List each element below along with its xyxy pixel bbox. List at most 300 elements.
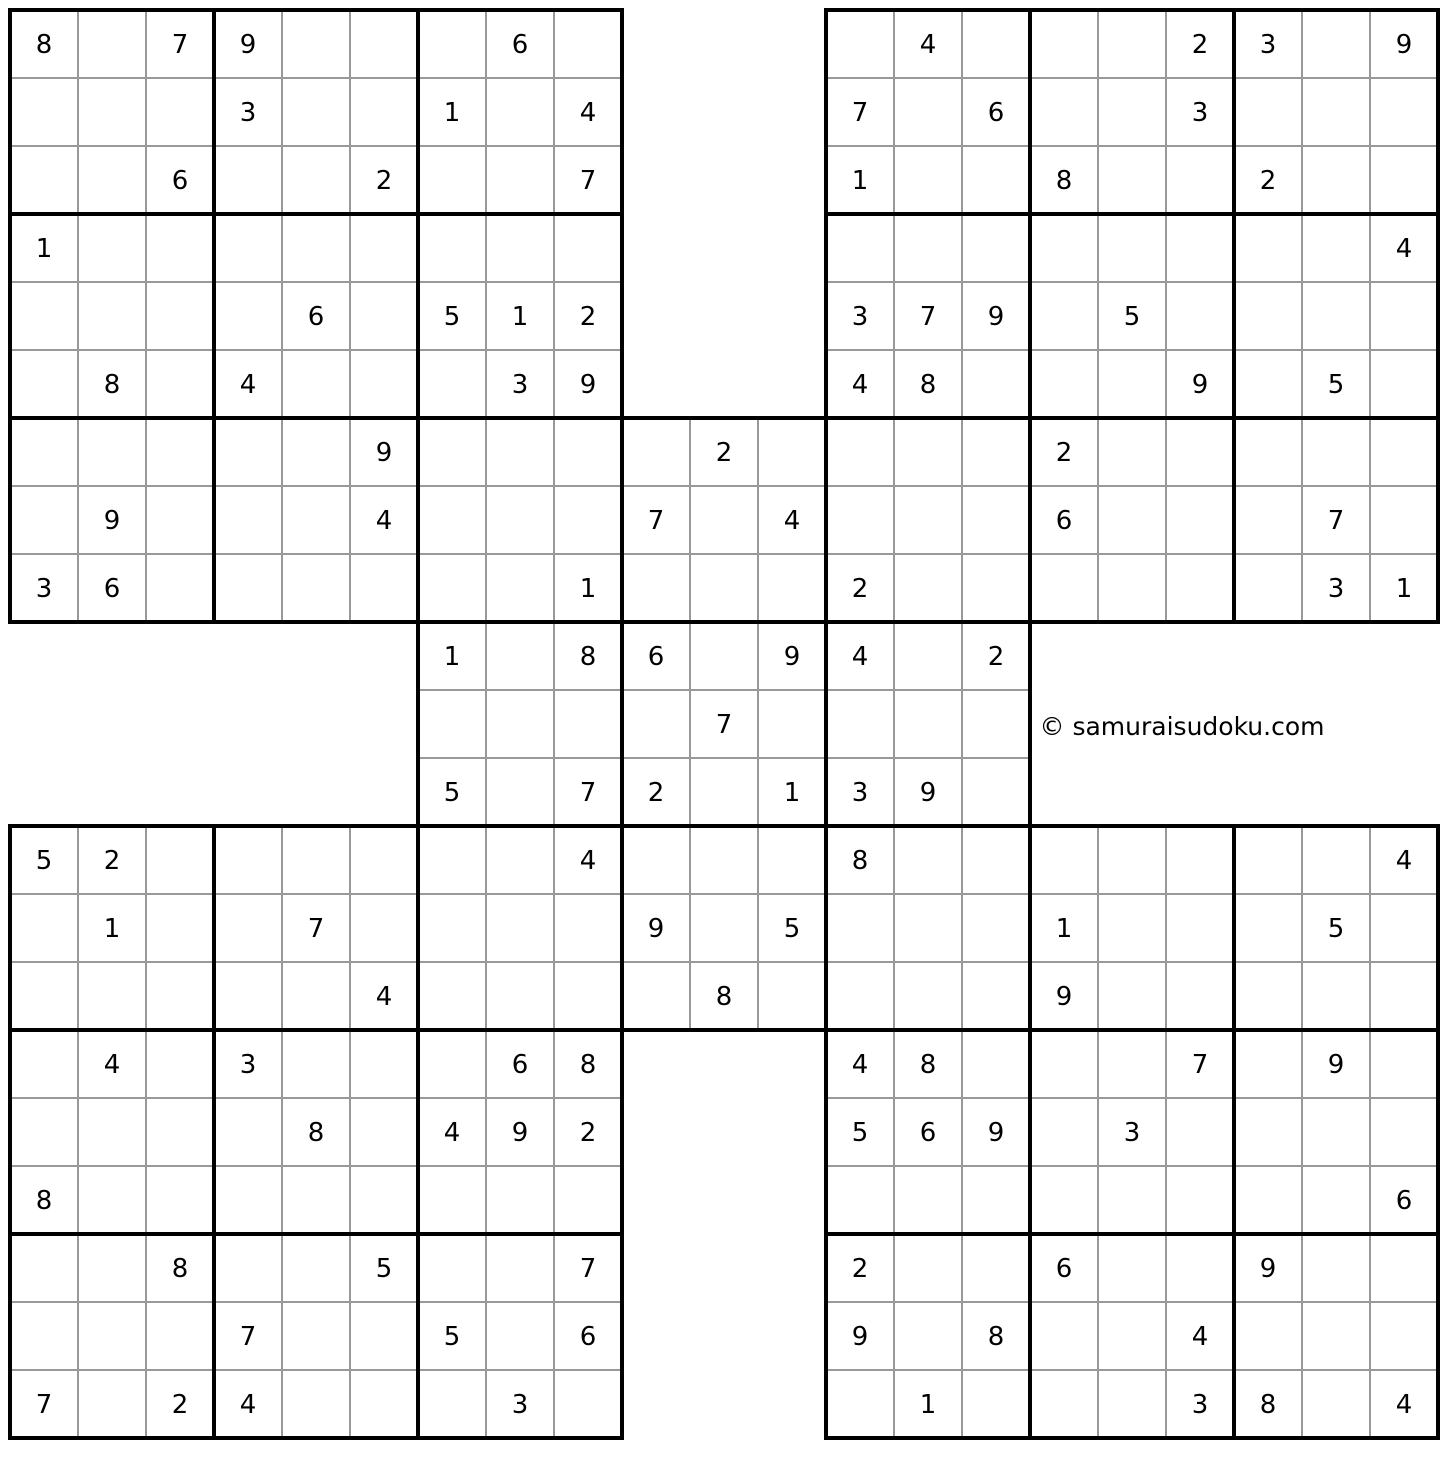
- empty-cell[interactable]: [350, 282, 418, 350]
- given-digit: 7: [239, 1322, 257, 1352]
- empty-cell[interactable]: [1098, 554, 1166, 622]
- empty-cell[interactable]: [1030, 554, 1098, 622]
- empty-cell[interactable]: [894, 1166, 962, 1234]
- empty-cell[interactable]: [486, 146, 554, 214]
- empty-cell[interactable]: [486, 1302, 554, 1370]
- empty-cell[interactable]: [350, 1302, 418, 1370]
- empty-cell[interactable]: [146, 1166, 214, 1234]
- empty-cell[interactable]: [282, 78, 350, 146]
- given-digit: 7: [579, 1254, 597, 1284]
- empty-cell[interactable]: [1234, 1098, 1302, 1166]
- empty-cell[interactable]: [962, 1030, 1030, 1098]
- empty-cell[interactable]: [1030, 1030, 1098, 1098]
- empty-cell[interactable]: [894, 690, 962, 758]
- empty-cell[interactable]: [78, 146, 146, 214]
- empty-cell[interactable]: [1166, 486, 1234, 554]
- empty-cell[interactable]: [78, 1166, 146, 1234]
- empty-cell[interactable]: [1098, 1234, 1166, 1302]
- empty-cell[interactable]: [78, 214, 146, 282]
- empty-cell[interactable]: [894, 1302, 962, 1370]
- empty-cell[interactable]: [1098, 418, 1166, 486]
- empty-cell[interactable]: [1166, 418, 1234, 486]
- given-digit: 9: [511, 1118, 529, 1148]
- given-digit: 3: [1191, 1390, 1209, 1420]
- empty-cell[interactable]: [418, 1370, 486, 1438]
- empty-cell[interactable]: [418, 894, 486, 962]
- empty-cell[interactable]: [962, 1166, 1030, 1234]
- empty-cell[interactable]: [1370, 486, 1438, 554]
- empty-cell[interactable]: [214, 1098, 282, 1166]
- empty-cell[interactable]: [350, 350, 418, 418]
- empty-cell[interactable]: [1302, 1370, 1370, 1438]
- empty-cell[interactable]: [418, 10, 486, 78]
- empty-cell[interactable]: [554, 1370, 622, 1438]
- empty-cell[interactable]: [1030, 1302, 1098, 1370]
- empty-cell[interactable]: [146, 894, 214, 962]
- empty-cell[interactable]: [962, 962, 1030, 1030]
- empty-cell[interactable]: [1166, 282, 1234, 350]
- empty-cell[interactable]: [1030, 10, 1098, 78]
- given-digit: 3: [239, 1050, 257, 1080]
- empty-cell[interactable]: [486, 418, 554, 486]
- empty-cell[interactable]: [282, 826, 350, 894]
- empty-cell[interactable]: [1302, 1166, 1370, 1234]
- empty-cell[interactable]: [1098, 214, 1166, 282]
- given-digit: 5: [1327, 370, 1345, 400]
- empty-cell[interactable]: [418, 962, 486, 1030]
- empty-cell[interactable]: [622, 690, 690, 758]
- empty-cell[interactable]: [826, 894, 894, 962]
- empty-cell[interactable]: [1302, 282, 1370, 350]
- empty-cell[interactable]: [894, 214, 962, 282]
- given-digit: 7: [851, 98, 869, 128]
- empty-cell[interactable]: [690, 554, 758, 622]
- empty-cell[interactable]: [214, 214, 282, 282]
- empty-cell[interactable]: [894, 78, 962, 146]
- given-digit: 9: [919, 778, 937, 808]
- empty-cell[interactable]: [1234, 1302, 1302, 1370]
- empty-cell[interactable]: [486, 214, 554, 282]
- empty-cell[interactable]: [486, 826, 554, 894]
- empty-cell[interactable]: [1234, 418, 1302, 486]
- empty-cell[interactable]: [214, 1166, 282, 1234]
- empty-cell[interactable]: [554, 214, 622, 282]
- given-digit: 3: [239, 98, 257, 128]
- empty-cell[interactable]: [350, 78, 418, 146]
- empty-cell[interactable]: [1302, 826, 1370, 894]
- empty-cell[interactable]: [282, 486, 350, 554]
- empty-cell[interactable]: [1302, 78, 1370, 146]
- empty-cell[interactable]: [554, 894, 622, 962]
- empty-cell[interactable]: [10, 1098, 78, 1166]
- empty-cell[interactable]: [10, 894, 78, 962]
- empty-cell[interactable]: [894, 962, 962, 1030]
- empty-cell[interactable]: [1098, 1166, 1166, 1234]
- empty-cell[interactable]: [78, 78, 146, 146]
- empty-cell[interactable]: [350, 894, 418, 962]
- given-digit: 2: [171, 1390, 189, 1420]
- empty-cell[interactable]: [350, 1370, 418, 1438]
- empty-cell[interactable]: [554, 418, 622, 486]
- empty-cell[interactable]: [1234, 894, 1302, 962]
- empty-cell[interactable]: [146, 1098, 214, 1166]
- empty-cell[interactable]: [350, 554, 418, 622]
- empty-cell[interactable]: [282, 146, 350, 214]
- empty-cell[interactable]: [486, 78, 554, 146]
- empty-cell[interactable]: [826, 486, 894, 554]
- empty-cell[interactable]: [554, 10, 622, 78]
- given-digit: 5: [443, 778, 461, 808]
- empty-cell[interactable]: [418, 418, 486, 486]
- empty-cell[interactable]: [282, 418, 350, 486]
- empty-cell[interactable]: [826, 962, 894, 1030]
- given-digit: 6: [307, 302, 325, 332]
- given-digit: 8: [919, 1050, 937, 1080]
- given-digit: 1: [103, 914, 121, 944]
- empty-cell[interactable]: [690, 622, 758, 690]
- empty-cell[interactable]: [418, 1166, 486, 1234]
- empty-cell[interactable]: [282, 10, 350, 78]
- empty-cell[interactable]: [1234, 554, 1302, 622]
- empty-cell[interactable]: [78, 1302, 146, 1370]
- empty-cell[interactable]: [282, 214, 350, 282]
- given-digit: 2: [715, 438, 733, 468]
- empty-cell[interactable]: [1370, 78, 1438, 146]
- empty-cell[interactable]: [282, 1166, 350, 1234]
- empty-cell[interactable]: [962, 690, 1030, 758]
- empty-cell[interactable]: [146, 554, 214, 622]
- empty-cell[interactable]: [214, 554, 282, 622]
- empty-cell[interactable]: [622, 418, 690, 486]
- empty-cell[interactable]: [690, 894, 758, 962]
- empty-cell[interactable]: [146, 282, 214, 350]
- empty-cell[interactable]: [1370, 962, 1438, 1030]
- empty-cell[interactable]: [418, 1234, 486, 1302]
- empty-cell[interactable]: [554, 962, 622, 1030]
- given-digit: 8: [579, 1050, 597, 1080]
- given-digit: 3: [851, 778, 869, 808]
- given-digit: 3: [1123, 1118, 1141, 1148]
- empty-cell[interactable]: [826, 418, 894, 486]
- empty-cell[interactable]: [1030, 282, 1098, 350]
- given-digit: 5: [1123, 302, 1141, 332]
- empty-cell[interactable]: [690, 826, 758, 894]
- empty-cell[interactable]: [146, 486, 214, 554]
- empty-cell[interactable]: [758, 826, 826, 894]
- empty-cell[interactable]: [1098, 486, 1166, 554]
- empty-cell[interactable]: [1370, 1030, 1438, 1098]
- empty-cell[interactable]: [894, 826, 962, 894]
- empty-cell[interactable]: [826, 1166, 894, 1234]
- empty-cell[interactable]: [214, 1234, 282, 1302]
- empty-cell[interactable]: [1098, 350, 1166, 418]
- empty-cell[interactable]: [1302, 10, 1370, 78]
- given-digit: 4: [919, 30, 937, 60]
- empty-cell[interactable]: [418, 146, 486, 214]
- empty-cell[interactable]: [1098, 10, 1166, 78]
- given-digit: 2: [987, 642, 1005, 672]
- empty-cell[interactable]: [826, 1370, 894, 1438]
- empty-cell[interactable]: [962, 418, 1030, 486]
- empty-cell[interactable]: [78, 1098, 146, 1166]
- empty-cell[interactable]: [10, 350, 78, 418]
- empty-cell[interactable]: [282, 1030, 350, 1098]
- empty-cell[interactable]: [350, 1166, 418, 1234]
- empty-cell[interactable]: [894, 486, 962, 554]
- empty-cell[interactable]: [418, 214, 486, 282]
- empty-cell[interactable]: [554, 486, 622, 554]
- empty-cell[interactable]: [1166, 962, 1234, 1030]
- empty-cell[interactable]: [10, 1234, 78, 1302]
- empty-cell[interactable]: [146, 78, 214, 146]
- empty-cell[interactable]: [282, 554, 350, 622]
- empty-cell[interactable]: [78, 418, 146, 486]
- empty-cell[interactable]: [1166, 554, 1234, 622]
- given-digit: 8: [987, 1322, 1005, 1352]
- empty-cell[interactable]: [1234, 1166, 1302, 1234]
- empty-cell[interactable]: [486, 962, 554, 1030]
- empty-cell[interactable]: [894, 554, 962, 622]
- given-digit: 9: [1395, 30, 1413, 60]
- given-digit: 7: [1327, 506, 1345, 536]
- empty-cell[interactable]: [554, 1166, 622, 1234]
- empty-cell[interactable]: [486, 894, 554, 962]
- given-digit: 2: [579, 302, 597, 332]
- empty-cell[interactable]: [78, 1234, 146, 1302]
- empty-cell[interactable]: [962, 826, 1030, 894]
- empty-cell[interactable]: [418, 690, 486, 758]
- empty-cell[interactable]: [1302, 962, 1370, 1030]
- given-digit: 2: [851, 1254, 869, 1284]
- empty-cell[interactable]: [146, 350, 214, 418]
- empty-cell[interactable]: [1098, 1030, 1166, 1098]
- given-digit: 7: [35, 1390, 53, 1420]
- empty-cell[interactable]: [418, 554, 486, 622]
- empty-cell[interactable]: [486, 486, 554, 554]
- empty-cell[interactable]: [10, 146, 78, 214]
- empty-cell[interactable]: [1098, 1302, 1166, 1370]
- given-digit: 5: [851, 1118, 869, 1148]
- empty-cell[interactable]: [758, 554, 826, 622]
- empty-cell[interactable]: [10, 1030, 78, 1098]
- empty-cell[interactable]: [146, 1030, 214, 1098]
- empty-cell[interactable]: [1234, 962, 1302, 1030]
- empty-cell[interactable]: [690, 758, 758, 826]
- empty-cell[interactable]: [962, 1370, 1030, 1438]
- empty-cell[interactable]: [486, 622, 554, 690]
- empty-cell[interactable]: [350, 1030, 418, 1098]
- empty-cell[interactable]: [78, 282, 146, 350]
- given-digit: 6: [647, 642, 665, 672]
- empty-cell[interactable]: [1302, 1302, 1370, 1370]
- empty-cell[interactable]: [1098, 78, 1166, 146]
- empty-cell[interactable]: [758, 962, 826, 1030]
- empty-cell[interactable]: [1030, 350, 1098, 418]
- given-digit: 3: [1327, 574, 1345, 604]
- empty-cell[interactable]: [214, 146, 282, 214]
- empty-cell[interactable]: [146, 214, 214, 282]
- empty-cell[interactable]: [418, 826, 486, 894]
- empty-cell[interactable]: [1302, 214, 1370, 282]
- empty-cell[interactable]: [1166, 214, 1234, 282]
- empty-cell[interactable]: [1370, 146, 1438, 214]
- empty-cell[interactable]: [1166, 1166, 1234, 1234]
- given-digit: 6: [987, 98, 1005, 128]
- empty-cell[interactable]: [1302, 1098, 1370, 1166]
- empty-cell[interactable]: [1370, 1234, 1438, 1302]
- empty-cell[interactable]: [690, 486, 758, 554]
- empty-cell[interactable]: [486, 758, 554, 826]
- empty-cell[interactable]: [1166, 146, 1234, 214]
- given-digit: 4: [1395, 234, 1413, 264]
- empty-cell[interactable]: [486, 1234, 554, 1302]
- empty-cell[interactable]: [1166, 1234, 1234, 1302]
- empty-cell[interactable]: [826, 10, 894, 78]
- empty-cell[interactable]: [282, 962, 350, 1030]
- empty-cell[interactable]: [962, 146, 1030, 214]
- given-digit: 4: [851, 642, 869, 672]
- empty-cell[interactable]: [10, 1302, 78, 1370]
- empty-cell[interactable]: [10, 418, 78, 486]
- given-digit: 5: [783, 914, 801, 944]
- empty-cell[interactable]: [962, 758, 1030, 826]
- empty-cell[interactable]: [146, 418, 214, 486]
- given-digit: 9: [1055, 982, 1073, 1012]
- empty-cell[interactable]: [214, 418, 282, 486]
- empty-cell[interactable]: [350, 1098, 418, 1166]
- empty-cell[interactable]: [1030, 1370, 1098, 1438]
- empty-cell[interactable]: [78, 10, 146, 78]
- empty-cell[interactable]: [350, 10, 418, 78]
- empty-cell[interactable]: [1370, 1302, 1438, 1370]
- given-digit: 6: [511, 30, 529, 60]
- empty-cell[interactable]: [826, 214, 894, 282]
- empty-cell[interactable]: [214, 282, 282, 350]
- empty-cell[interactable]: [214, 826, 282, 894]
- empty-cell[interactable]: [1098, 962, 1166, 1030]
- empty-cell[interactable]: [350, 826, 418, 894]
- empty-cell[interactable]: [10, 282, 78, 350]
- given-digit: 9: [851, 1322, 869, 1352]
- empty-cell[interactable]: [78, 1370, 146, 1438]
- empty-cell[interactable]: [282, 1302, 350, 1370]
- empty-cell[interactable]: [282, 1370, 350, 1438]
- empty-cell[interactable]: [1098, 894, 1166, 962]
- empty-cell[interactable]: [554, 690, 622, 758]
- empty-cell[interactable]: [1370, 282, 1438, 350]
- empty-cell[interactable]: [1030, 214, 1098, 282]
- empty-cell[interactable]: [758, 690, 826, 758]
- empty-cell[interactable]: [1234, 1030, 1302, 1098]
- empty-cell[interactable]: [894, 894, 962, 962]
- empty-cell[interactable]: [1302, 418, 1370, 486]
- empty-cell[interactable]: [214, 486, 282, 554]
- empty-cell[interactable]: [1098, 826, 1166, 894]
- empty-cell[interactable]: [1234, 350, 1302, 418]
- empty-cell[interactable]: [146, 962, 214, 1030]
- empty-cell[interactable]: [962, 10, 1030, 78]
- empty-cell[interactable]: [962, 350, 1030, 418]
- copyright-text: © samuraisudoku.com: [1039, 711, 1325, 741]
- empty-cell[interactable]: [1098, 146, 1166, 214]
- given-digit: 6: [511, 1050, 529, 1080]
- empty-cell[interactable]: [962, 214, 1030, 282]
- empty-cell[interactable]: [10, 962, 78, 1030]
- empty-cell[interactable]: [1302, 1234, 1370, 1302]
- empty-cell[interactable]: [1166, 1098, 1234, 1166]
- given-digit: 6: [1395, 1186, 1413, 1216]
- empty-cell[interactable]: [1030, 826, 1098, 894]
- empty-cell[interactable]: [962, 1234, 1030, 1302]
- empty-cell[interactable]: [894, 146, 962, 214]
- empty-cell[interactable]: [1370, 418, 1438, 486]
- empty-cell[interactable]: [282, 350, 350, 418]
- empty-cell[interactable]: [1234, 486, 1302, 554]
- empty-cell[interactable]: [10, 486, 78, 554]
- empty-cell[interactable]: [10, 78, 78, 146]
- empty-cell[interactable]: [622, 826, 690, 894]
- empty-cell[interactable]: [1234, 78, 1302, 146]
- empty-cell[interactable]: [1234, 214, 1302, 282]
- empty-cell[interactable]: [1098, 1370, 1166, 1438]
- given-digit: 3: [511, 1390, 529, 1420]
- empty-cell[interactable]: [214, 962, 282, 1030]
- given-digit: 5: [1327, 914, 1345, 944]
- given-digit: 9: [1191, 370, 1209, 400]
- empty-cell[interactable]: [962, 486, 1030, 554]
- empty-cell[interactable]: [1030, 1098, 1098, 1166]
- empty-cell[interactable]: [1302, 146, 1370, 214]
- empty-cell[interactable]: [1370, 1098, 1438, 1166]
- empty-cell[interactable]: [486, 554, 554, 622]
- empty-cell[interactable]: [146, 1302, 214, 1370]
- empty-cell[interactable]: [622, 554, 690, 622]
- empty-cell[interactable]: [486, 1166, 554, 1234]
- given-digit: 9: [239, 30, 257, 60]
- empty-cell[interactable]: [350, 214, 418, 282]
- empty-cell[interactable]: [1370, 894, 1438, 962]
- empty-cell[interactable]: [1166, 826, 1234, 894]
- empty-cell[interactable]: [894, 622, 962, 690]
- empty-cell[interactable]: [486, 690, 554, 758]
- empty-cell[interactable]: [826, 690, 894, 758]
- empty-cell[interactable]: [622, 962, 690, 1030]
- empty-cell[interactable]: [214, 894, 282, 962]
- given-digit: 9: [783, 642, 801, 672]
- empty-cell[interactable]: [758, 418, 826, 486]
- empty-cell[interactable]: [146, 826, 214, 894]
- given-digit: 8: [919, 370, 937, 400]
- empty-cell[interactable]: [1030, 78, 1098, 146]
- empty-cell[interactable]: [1166, 894, 1234, 962]
- given-digit: 6: [579, 1322, 597, 1352]
- empty-cell[interactable]: [1370, 350, 1438, 418]
- empty-cell[interactable]: [418, 486, 486, 554]
- empty-cell[interactable]: [282, 1234, 350, 1302]
- empty-cell[interactable]: [418, 1030, 486, 1098]
- given-digit: 7: [647, 506, 665, 536]
- empty-cell[interactable]: [1030, 1166, 1098, 1234]
- empty-cell[interactable]: [1234, 282, 1302, 350]
- empty-cell[interactable]: [894, 1234, 962, 1302]
- empty-cell[interactable]: [1234, 826, 1302, 894]
- empty-cell[interactable]: [962, 554, 1030, 622]
- given-digit: 8: [579, 642, 597, 672]
- empty-cell[interactable]: [78, 962, 146, 1030]
- empty-cell[interactable]: [418, 350, 486, 418]
- empty-cell[interactable]: [894, 418, 962, 486]
- empty-cell[interactable]: [962, 894, 1030, 962]
